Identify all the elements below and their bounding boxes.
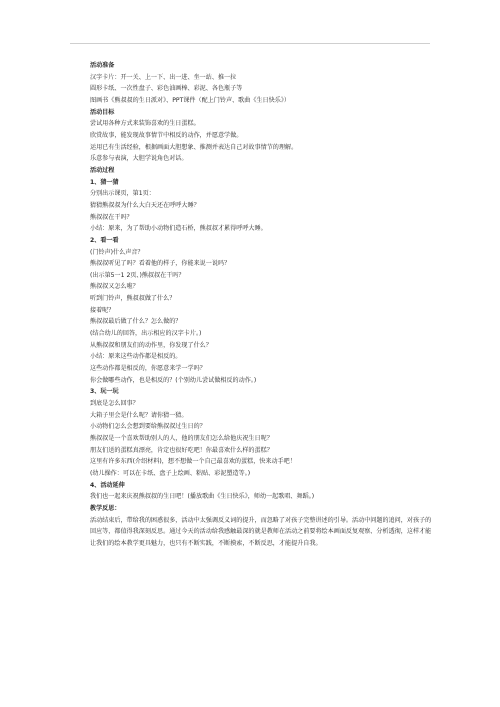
text-line: 听到门铃声，熊叔叔做了什么？: [90, 295, 176, 303]
text-line: 从熊叔叔和朋友们的动作里，你发现了什么？: [90, 341, 212, 349]
text-line: (结合幼儿的回答，出示相应的汉字卡片。): [90, 330, 202, 338]
text-line: 大箱子里会是什么呢？请你猜一猜。: [90, 411, 188, 419]
text-line: 朋友们送的蛋糕真漂亮，肯定也很好吃吧！你最喜欢什么样的蛋糕？: [90, 446, 273, 454]
reflection-paragraph: 活动结束后，带给我的困惑很多，活动中太强调反义词的提升，而忽略了对孩子完整讲述的引导。活动中问题的追问，对孩子的回应等，都值得我深刻反思。通过今天的活动给我感触最深的就是教师在活动之前要将绘本画面反复观察、分析透彻，这样才能让我们的绘本教学更具魅力，也只有不断实践，不断摸索，不断反思，才能提升自我。: [90, 516, 432, 547]
text-line: 乐意参与表演，大胆学说角色对话。: [90, 155, 188, 163]
step-heading-extension: 4、活动延伸: [90, 481, 125, 489]
text-line: 小结：原来这些动作都是相反的。: [90, 353, 182, 361]
text-line: 圆形卡纸、一次性盘子、彩色油画棒、彩泥、各色瓶子等: [90, 85, 243, 93]
text-line: 小动物们怎么会想到要给熊叔叔过生日的？: [90, 423, 206, 431]
text-line: 猜猜熊叔叔为什么大白天还在呼呼大睡？: [90, 201, 200, 209]
text-line: 你会做哪些动作，也是相反的？(个别幼儿尝试做相反的动作。): [90, 376, 257, 384]
text-line: 尝试用各种方式来装饰喜欢的生日蛋糕。: [90, 120, 200, 128]
header-rule: [70, 43, 430, 44]
step-heading-play: 3、玩一玩: [90, 388, 119, 396]
section-heading-preparation: 活动准备: [90, 62, 115, 69]
text-line: 到底是怎么回事？: [90, 400, 139, 408]
text-line: 熊叔叔听见了吗？看着他的样子，你能来说一说吗？: [90, 260, 231, 268]
text-line: 汉字卡片：开一关、上一下、出一进、坐一站、推一拉: [90, 73, 237, 81]
text-line: 运用已有生活经验，根据画面大胆想象、推测并表达自己对故事情节的理解。: [90, 143, 298, 151]
text-line: (出示第5一1 2页、)熊叔叔在干吗？: [90, 271, 185, 279]
step-heading-look: 2、看一看: [90, 236, 119, 244]
document-body: [90, 60, 430, 550]
text-line: (幼儿操作：可以在卡纸、盘子上绘画、粘贴、彩泥塑造等。): [90, 469, 251, 477]
text-line: 熊叔叔在干吗？: [90, 213, 133, 221]
text-line: 这里有许多东西(介绍材料)，想不想做一个自己最喜欢的蛋糕，快来动手吧！: [90, 458, 296, 466]
step-heading-guess: 1、猜一猜: [90, 178, 119, 186]
text-line: 图画书《熊叔叔的生日派对》、PPT课件（配上门铃声、歌曲《生日快乐》）: [90, 96, 290, 104]
text-line: 这些动作都是相反的，你愿意来学一学吗？: [90, 365, 206, 373]
section-heading-goals: 活动目标: [90, 108, 115, 116]
text-line: 熊叔叔是一个喜欢帮助别人的人，他的朋友们怎么给他庆祝生日呢？: [90, 435, 273, 442]
section-heading-reflection: 教学反思：: [90, 504, 121, 512]
text-line: 欣赏故事，能发现故事情节中相反的动作，并愿意学做。: [90, 131, 243, 139]
section-heading-process: 活动过程: [90, 166, 115, 174]
text-line: 接着呢？: [90, 306, 115, 314]
text-line: 我们也一起来庆祝熊叔叔的生日吧！(播放歌曲《生日快乐》，师幼一起歌唱、舞蹈。): [90, 493, 315, 501]
text-line: 小结：原来，为了帮助小动物们造石桥，熊叔叔才累得呼呼大睡。: [90, 225, 267, 233]
text-line: 熊叔叔最后做了什么？怎么做的？: [90, 318, 182, 326]
text-line: (门铃声)什么声音？: [90, 248, 144, 256]
text-line: 熊叔叔又怎么啦？: [90, 283, 139, 291]
text-line: 分别出示课页，第1页：: [90, 190, 155, 198]
